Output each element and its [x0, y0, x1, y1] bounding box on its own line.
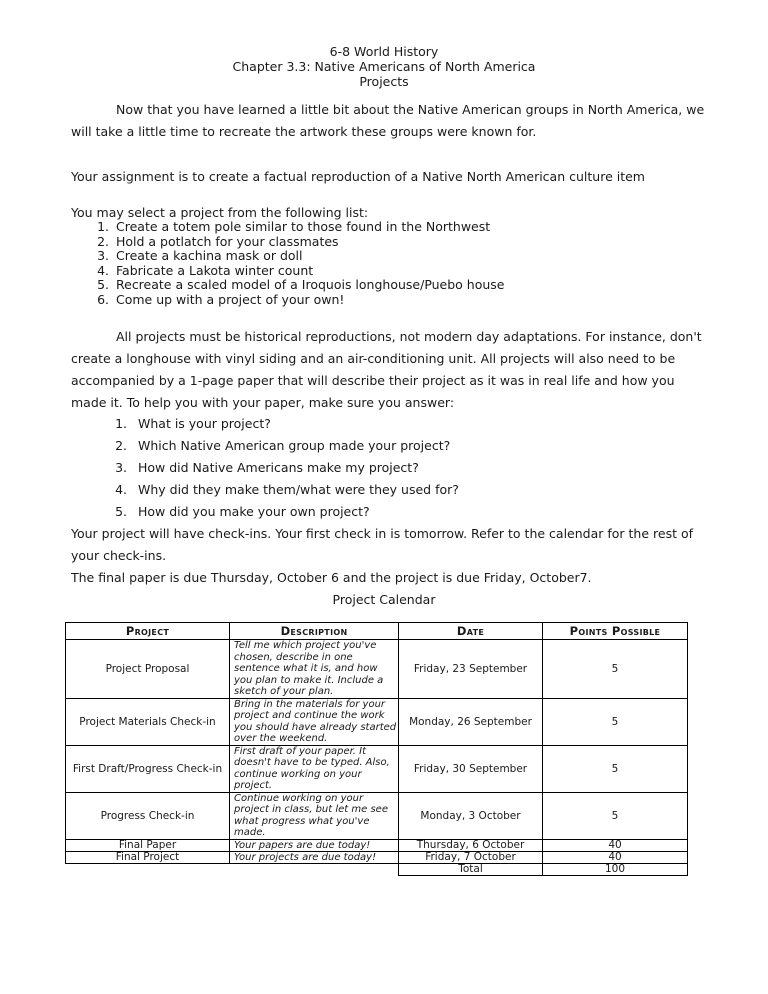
date-cell: Monday, 3 October	[399, 792, 543, 839]
project-cell: First Draft/Progress Check-in	[66, 745, 230, 792]
chapter-title: Chapter 3.3: Native Americans of North America	[232, 59, 536, 74]
table-row	[66, 839, 688, 851]
list-item: 1. What is your project?	[115, 416, 271, 431]
table-row	[66, 698, 688, 745]
total-label-cell: Total	[399, 863, 543, 875]
points-cell: 40	[543, 839, 688, 851]
final-due-text: The final paper is due Thursday, October 6 and the project is due Friday, October7.	[71, 570, 592, 585]
list-intro: You may select a project from the following list:	[71, 205, 369, 220]
calendar-title: Project Calendar	[332, 592, 436, 607]
column-header-project: Project	[66, 623, 230, 640]
project-cell: Final Project	[66, 851, 230, 863]
points-cell: 5	[543, 745, 688, 792]
total-row	[66, 863, 688, 875]
list-item: 1. Create a totem pole similar to those found in the Northwest	[97, 219, 491, 234]
description-cell: Continue working on your project in class, but let me see what progress what you've made.	[230, 792, 399, 839]
list-item: 5. How did you make your own project?	[115, 504, 370, 519]
date-cell: Friday, 30 September	[399, 745, 543, 792]
list-item: 2. Which Native American group made your project?	[115, 438, 451, 453]
project-cell: Project Proposal	[66, 640, 230, 699]
description-cell: Tell me which project you've chosen, describe in one sentence what it is, and how you plan to make it. Include a sketch of your plan.	[230, 640, 399, 699]
project-cell: Progress Check-in	[66, 792, 230, 839]
list-item: 5. Recreate a scaled model of a Iroquois longhouse/Puebo house	[97, 277, 505, 293]
description-cell: Your projects are due today!	[230, 851, 399, 863]
requirements-paragraph: All projects must be historical reproductions, not modern day adaptations. For instance, don't create a longhouse with vinyl siding and an air-conditioning unit. All projects will also need to be accompanied by a 1-page paper that will describe their project as it was in real life and how you made it. To help you with your paper, make sure you answer:	[71, 329, 702, 410]
list-item: 3. Create a kachina mask or doll	[97, 248, 303, 264]
checkins-paragraph: Your project will have check-ins. Your first check in is tomorrow. Refer to the calendar for the rest of your check-ins.	[71, 526, 694, 563]
column-header-description: Description	[230, 623, 399, 640]
list-item: 4. Why did they make them/what were they used for?	[115, 482, 459, 497]
table-row	[66, 792, 688, 839]
column-header-points: Points Possible	[543, 623, 688, 640]
project-cell: Final Paper	[66, 839, 230, 851]
points-cell: 5	[543, 640, 688, 699]
description-cell: Bring in the materials for your project and continue the work you should have already started over the weekend.	[230, 698, 399, 745]
blank-cell	[66, 863, 230, 875]
description-cell: First draft of your paper. It doesn't have to be typed. Also, continue working on your project.	[230, 745, 399, 792]
date-cell: Friday, 23 September	[399, 640, 543, 699]
paper-questions-list	[71, 413, 711, 523]
table-header-row	[66, 623, 688, 640]
list-item: 2. Hold a potlatch for your classmates	[97, 233, 339, 249]
document-header	[0, 44, 768, 89]
column-header-date: Date	[399, 623, 543, 640]
points-cell: 40	[543, 851, 688, 863]
intro-paragraph: Now that you have learned a little bit about the Native American groups in North America, we will take a little time to recreate the artwork these groups were known for.	[71, 102, 705, 139]
description-cell: Your papers are due today!	[230, 839, 399, 851]
assignment-text: Your assignment is to create a factual reproduction of a Native North American culture item	[71, 169, 645, 184]
date-cell: Monday, 26 September	[399, 698, 543, 745]
points-cell: 5	[543, 698, 688, 745]
section-title: Projects	[359, 74, 409, 89]
table-row	[66, 745, 688, 792]
points-cell: 5	[543, 792, 688, 839]
date-cell: Thursday, 6 October	[399, 839, 543, 851]
project-calendar-table	[65, 622, 688, 876]
project-options-list	[71, 220, 711, 308]
date-cell: Friday, 7 October	[399, 851, 543, 863]
course-title: 6-8 World History	[329, 44, 439, 59]
project-cell: Project Materials Check-in	[66, 698, 230, 745]
table-row	[66, 851, 688, 863]
list-item: 6. Come up with a project of your own!	[97, 291, 345, 307]
list-item: 3. How did Native Americans make my project?	[115, 460, 419, 475]
total-points-cell: 100	[543, 863, 688, 875]
list-item: 4. Fabricate a Lakota winter count	[97, 262, 314, 278]
table-row	[66, 640, 688, 699]
blank-cell	[230, 863, 399, 875]
